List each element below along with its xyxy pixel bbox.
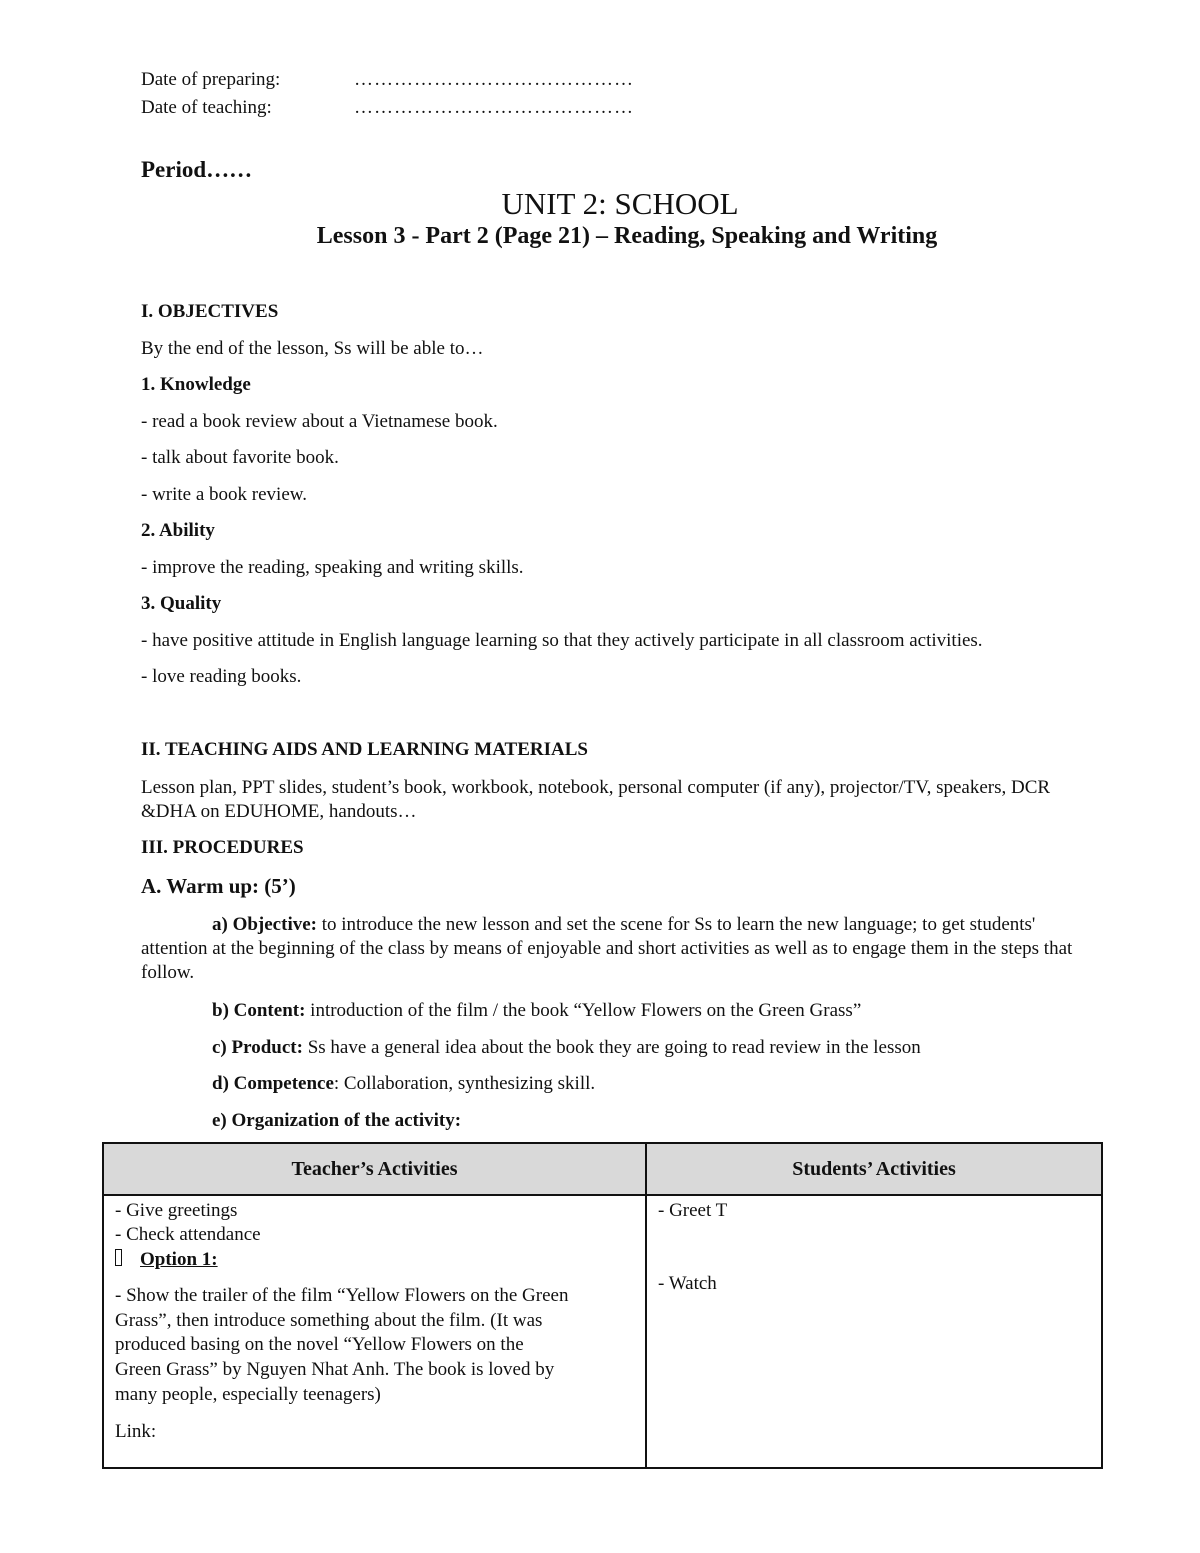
period-label: Period…… xyxy=(141,157,253,182)
checkbox-bullet-icon xyxy=(115,1249,122,1266)
product-text: Ss have a general idea about the book they are going to read review in the lesson xyxy=(302,1037,921,1058)
content-line xyxy=(212,999,861,1024)
objectives-heading: I. OBJECTIVES xyxy=(141,301,279,322)
teacher-activities-cell xyxy=(103,1195,646,1468)
quality-item: - love reading books. xyxy=(141,666,302,687)
teacher-line: Link: xyxy=(115,1421,157,1442)
teacher-line: Green Grass” by Nguyen Nhat Anh. The book is loved by xyxy=(115,1359,555,1380)
student-line: - Greet T xyxy=(658,1200,728,1221)
objective-label: a) Objective: xyxy=(212,914,317,935)
organization-label: e) Organization of the activity: xyxy=(212,1110,462,1131)
content-label: b) Content: xyxy=(212,1000,306,1021)
lesson-title: Lesson 3 - Part 2 (Page 21) – Reading, Speaking and Writing xyxy=(316,223,938,249)
teacher-line: - Check attendance xyxy=(115,1224,261,1245)
materials-text: Lesson plan, PPT slides, student’s book, workbook, notebook, personal computer (if any), projector/TV, speakers, DCR &DHA on EDUHOME, handouts… xyxy=(141,777,1051,822)
date-teaching-value: …………………………………… xyxy=(354,97,634,118)
unit-title: UNIT 2: SCHOOL xyxy=(501,186,739,221)
objective-paragraph xyxy=(141,913,1101,985)
knowledge-item: - read a book review about a Vietnamese book. xyxy=(141,411,498,432)
date-preparing-label: Date of preparing: xyxy=(141,69,281,90)
teacher-line: - Give greetings xyxy=(115,1200,238,1221)
teacher-line: Grass”, then introduce something about the film. (It was xyxy=(115,1310,543,1331)
knowledge-heading: 1. Knowledge xyxy=(141,374,251,395)
quality-item: - have positive attitude in English language learning so that they actively participate in all classroom activities. xyxy=(141,630,983,651)
procedures-heading: III. PROCEDURES xyxy=(141,837,304,858)
competence-text: : Collaboration, synthesizing skill. xyxy=(333,1073,596,1094)
competence-line xyxy=(212,1072,595,1097)
teacher-line: many people, especially teenagers) xyxy=(115,1384,381,1405)
teacher-activities-header: Teacher’s Activities xyxy=(103,1143,646,1195)
student-line: - Watch xyxy=(658,1273,717,1294)
option-line xyxy=(115,1248,218,1273)
students-activities-header: Students’ Activities xyxy=(646,1143,1102,1195)
date-teaching-label: Date of teaching: xyxy=(141,97,272,118)
date-preparing-value: …………………………………… xyxy=(354,69,634,90)
quality-heading: 3. Quality xyxy=(141,593,222,614)
warmup-heading: A. Warm up: (5’) xyxy=(141,874,296,898)
teacher-line: - Show the trailer of the film “Yellow Flowers on the Green xyxy=(115,1285,569,1306)
content-text: introduction of the film / the book “Yellow Flowers on the Green Grass” xyxy=(305,1000,862,1021)
table-header-row xyxy=(103,1143,1102,1195)
knowledge-item: - write a book review. xyxy=(141,484,308,505)
students-activities-cell xyxy=(646,1195,1102,1468)
objectives-intro: By the end of the lesson, Ss will be able to… xyxy=(141,338,484,359)
table-row xyxy=(103,1195,1102,1468)
knowledge-item: - talk about favorite book. xyxy=(141,447,339,468)
objective-text: to introduce the new lesson and set the scene for Ss to learn the new language; to get students' attention at the beginning of the class by means of enjoyable and short activities as well as to engage them in the steps that follow. xyxy=(141,914,1073,983)
product-line xyxy=(212,1036,921,1061)
product-label: c) Product: xyxy=(212,1037,303,1058)
materials-heading: II. TEACHING AIDS AND LEARNING MATERIALS xyxy=(141,739,588,760)
ability-heading: 2. Ability xyxy=(141,520,215,541)
option-label: Option 1: xyxy=(140,1249,218,1270)
teacher-line: produced basing on the novel “Yellow Flowers on the xyxy=(115,1334,524,1355)
activity-table xyxy=(102,1142,1103,1469)
ability-item: - improve the reading, speaking and writing skills. xyxy=(141,557,524,578)
competence-label: d) Competence xyxy=(212,1073,334,1094)
